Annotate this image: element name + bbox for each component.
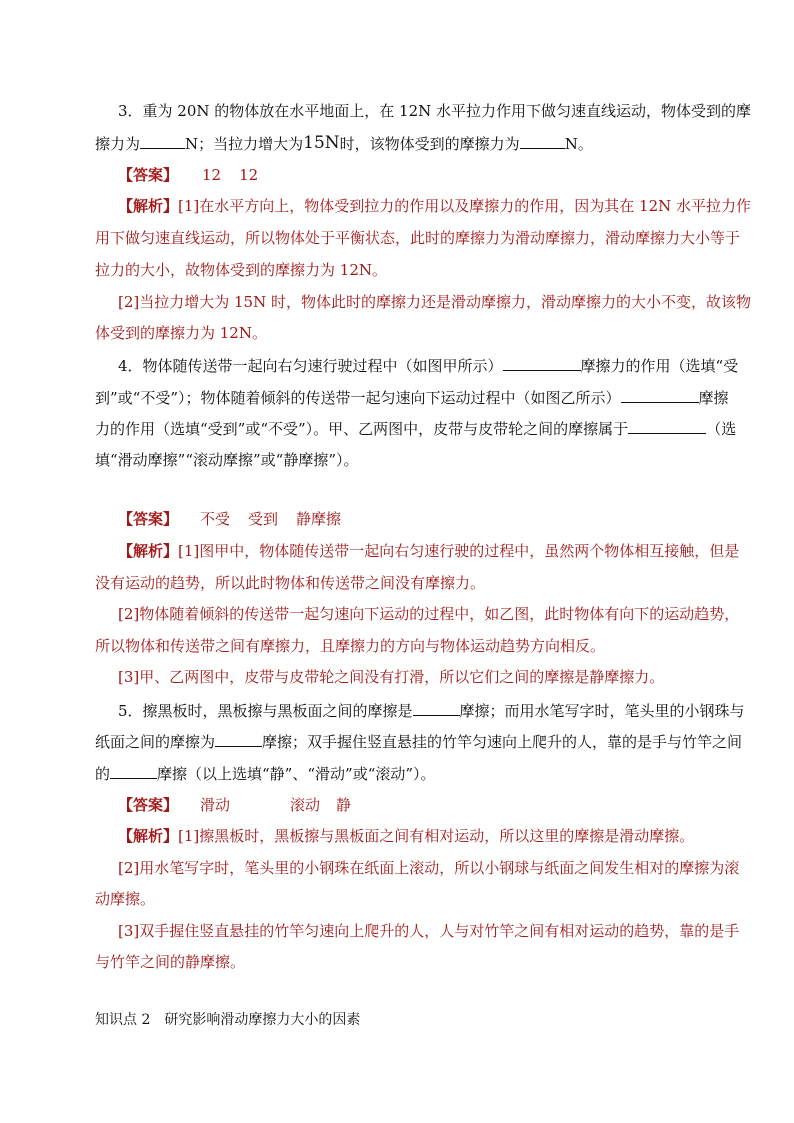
q5-stem-line3: 的 摩擦（以上选填“静”、“滑动”或“滚动”）。: [95, 765, 436, 783]
q3-analysis-line1: 【解析】[1]在水平方向上，物体受到拉力的作用以及摩擦力的作用，因为其在 12N 水平拉力作: [118, 197, 752, 215]
q5-analysis-line5: 与竹竿之间的静摩擦。: [95, 953, 246, 971]
q5-blank-2: [215, 731, 262, 747]
q3-blank-1: [140, 133, 185, 149]
q4-blank-2: [621, 387, 699, 403]
q4-answer: 【答案】 不受 受到 静摩擦: [118, 510, 342, 528]
q5-blank-1: [413, 700, 460, 716]
q4-stem-line3: 力的作用（选填“受到”或“不受”）。甲、乙两图中，皮带与皮带轮之间的摩擦属于 （选: [95, 420, 737, 438]
q5-answer: 【答案】 滑动 滚动 静: [118, 796, 352, 814]
q5-analysis-line4: [3]双手握住竖直悬挂的竹竿匀速向上爬升的人，人与对竹竿之间有相对运动的趋势，靠的是手: [118, 922, 740, 940]
q5-stem-line1: 5．擦黑板时，黑板擦与黑板面之间的摩擦是 摩擦；而用水笔写字时，笔头里的小钢珠与: [118, 702, 745, 720]
q4-stem-line1: 4．物体随传送带一起向右匀速行驶过程中（如图甲所示） 摩擦力的作用（选填“受: [118, 357, 739, 375]
q3-analysis-line4: [2]当拉力增大为 15N 时，物体此时的摩擦力还是滑动摩擦力，滑动摩擦力的大小不变，故该物: [118, 293, 751, 311]
q4-analysis-line5: [3]甲、乙两图中，皮带与皮带轮之间没有打滑，所以它们之间的摩擦是静摩擦力。: [118, 668, 665, 686]
q4-analysis-line3: [2]物体随着倾斜的传送带一起匀速向下运动的过程中，如乙图，此时物体有向下的运动趋势，: [118, 605, 740, 623]
q4-stem-line2: 到”或“不受”）；物体随着倾斜的传送带一起匀速向下运动过程中（如图乙所示） 摩擦: [95, 389, 729, 407]
q5-analysis-line2: [2]用水笔写字时，笔头里的小钢珠在纸面上滚动，所以小钢球与纸面之间发生相对的摩擦为滚: [118, 859, 740, 877]
q4-stem-line4: 填“滑动摩擦”“滚动摩擦”或“静摩擦”）。: [95, 451, 359, 469]
q3-analysis-line3: 拉力的大小，故物体受到的摩擦力为 12N。: [95, 261, 387, 279]
q4-analysis-line1: 【解析】[1]图甲中，物体随传送带一起向右匀速行驶的过程中，虽然两个物体相互接触，但是: [118, 542, 740, 560]
q3-stem-line2: 擦力为 N；当拉力增大为15N时，该物体受到的摩擦力为 N。: [95, 133, 593, 153]
q4-analysis-line4: 所以物体和传送带之间有摩擦力，且摩擦力的方向与物体运动趋势方向相反。: [95, 637, 606, 655]
q3-analysis-line5: 体受到的摩擦力为 12N。: [95, 324, 267, 342]
q4-analysis-line2: 没有运动的趋势，所以此时物体和传送带之间没有摩擦力。: [95, 574, 486, 592]
q5-stem-line2: 纸面之间的摩擦为 摩擦；双手握住竖直悬挂的竹竿匀速向上爬升的人，靠的是手与竹竿之间: [95, 733, 743, 751]
section-heading: 知识点 2 研究影响滑动摩擦力大小的因素: [95, 1012, 361, 1028]
q4-blank-1: [503, 355, 581, 371]
q4-blank-3: [628, 418, 706, 434]
q5-analysis-line1: 【解析】[1]擦黑板时，黑板擦与黑板面之间有相对运动，所以这里的摩擦是滑动摩擦。: [118, 827, 695, 845]
q5-blank-3: [110, 763, 157, 779]
q5-analysis-line3: 动摩擦。: [95, 890, 156, 908]
q3-analysis-line2: 用下做匀速直线运动，所以物体处于平衡状态，此时的摩擦力为滑动摩擦力，滑动摩擦力大小等于: [95, 229, 741, 247]
q3-answer: 【答案】 12 12: [118, 166, 259, 184]
q3-stem-line1: 3．重为 20N 的物体放在水平地面上，在 12N 水平拉力作用下做匀速直线运动，物体受到的摩: [118, 102, 752, 120]
q3-blank-2: [520, 133, 565, 149]
